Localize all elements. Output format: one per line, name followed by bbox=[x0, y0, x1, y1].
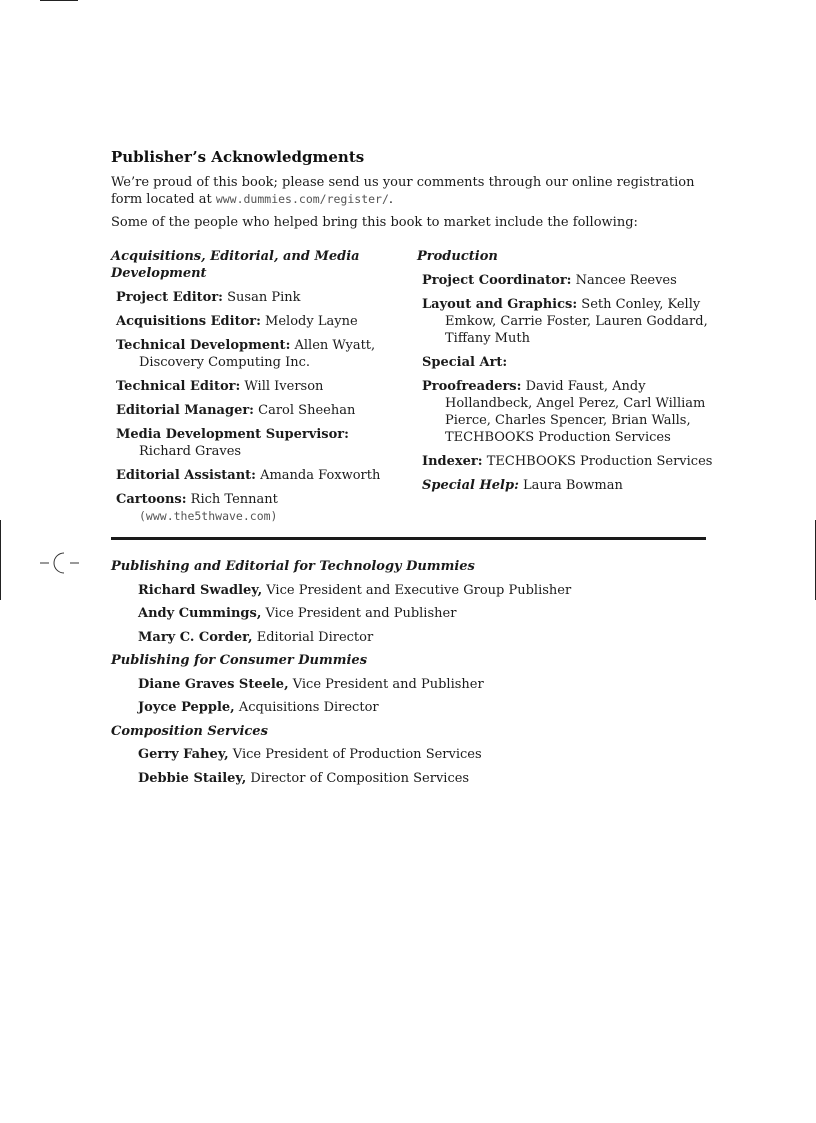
right-credits-column bbox=[417, 248, 717, 501]
staff-name: Joyce Pepple, bbox=[138, 700, 235, 715]
credit-name: Nancee Reeves bbox=[571, 273, 677, 288]
credit-entry bbox=[116, 337, 391, 371]
section-divider bbox=[111, 537, 706, 540]
credit-name: TECHBOOKS Production Services bbox=[482, 454, 713, 469]
cartoon-url[interactable]: (www.the5thwave.com) bbox=[139, 509, 278, 523]
credit-entry bbox=[422, 272, 717, 289]
credit-role-label: Technical Editor: bbox=[116, 379, 241, 394]
staff-entry bbox=[138, 699, 711, 716]
credit-role-label: Editorial Manager: bbox=[116, 403, 254, 418]
credit-entry bbox=[116, 402, 391, 419]
group-title: Composition Services bbox=[111, 723, 268, 739]
registration-mark-icon bbox=[36, 548, 84, 578]
credit-role-label: Special Help: bbox=[422, 478, 519, 493]
credit-role-label: Project Editor: bbox=[116, 290, 223, 305]
credit-entry bbox=[116, 426, 391, 460]
credit-entry bbox=[116, 467, 391, 484]
credit-role-label: Project Coordinator: bbox=[422, 273, 572, 288]
intro-text: We’re proud of this book; please send us your comments through our online registration form located at bbox=[111, 175, 695, 207]
credit-role-label: Special Art: bbox=[422, 355, 508, 370]
credit-name: Will Iverson bbox=[240, 379, 324, 394]
staff-role: Vice President and Publisher bbox=[261, 606, 457, 621]
credit-entry bbox=[422, 296, 717, 347]
credit-name: Laura Bowman bbox=[518, 478, 623, 493]
credit-name: Susan Pink bbox=[222, 290, 301, 305]
credit-role-label: Acquisitions Editor: bbox=[116, 314, 261, 329]
credit-role-label: Layout and Graphics: bbox=[422, 297, 578, 312]
staff-entry bbox=[138, 746, 711, 763]
credit-name: David Faust, Andy Hollandbeck, Angel Perez, Carl William Pierce, Charles Spencer, Brian Walls, TECHBOOKS Production Services bbox=[445, 379, 706, 445]
group-title: Publishing for Consumer Dummies bbox=[111, 653, 368, 668]
credit-entry bbox=[422, 378, 717, 446]
crop-mark-top bbox=[40, 0, 78, 1]
credit-role-label: Cartoons: bbox=[116, 492, 187, 507]
credit-role-label: Technical Development: bbox=[116, 338, 291, 353]
credit-entry bbox=[116, 313, 391, 330]
credit-name: Amanda Foxworth bbox=[255, 468, 381, 483]
section-title-acquisitions: Acquisitions, Editorial, and Media Development bbox=[111, 249, 360, 281]
staff-name: Gerry Fahey, bbox=[138, 747, 229, 762]
credit-name: Rich Tennant bbox=[186, 492, 278, 507]
publishing-groups bbox=[111, 558, 711, 793]
staff-entry bbox=[138, 770, 711, 787]
left-credits-column bbox=[111, 248, 391, 532]
staff-role: Director of Composition Services bbox=[246, 770, 470, 786]
credit-role-label: Editorial Assistant: bbox=[116, 468, 256, 483]
credit-entry bbox=[422, 477, 717, 494]
credit-name: Richard Graves bbox=[139, 444, 242, 459]
intro-paragraph-2: Some of the people who helped bring this book to market include the following: bbox=[111, 215, 638, 230]
page-title: Publisher’s Acknowledgments bbox=[111, 148, 365, 166]
staff-role: Vice President of Production Services bbox=[228, 747, 482, 762]
staff-entry bbox=[138, 582, 711, 599]
credit-entry bbox=[116, 378, 391, 395]
staff-role: Vice President and Executive Group Publisher bbox=[262, 582, 572, 598]
credit-role-label: Media Development Supervisor: bbox=[116, 427, 349, 442]
staff-name: Richard Swadley, bbox=[138, 582, 263, 598]
credit-name: Allen Wyatt, Discovery Computing Inc. bbox=[139, 338, 376, 370]
staff-entry bbox=[138, 629, 711, 646]
credit-name: Melody Layne bbox=[260, 314, 358, 329]
intro-period: . bbox=[388, 192, 394, 207]
staff-role: Acquisitions Director bbox=[234, 700, 379, 715]
staff-role: Vice President and Publisher bbox=[288, 676, 484, 692]
credit-entry bbox=[116, 491, 391, 525]
staff-name: Debbie Stailey, bbox=[138, 770, 247, 786]
credit-role-label: Indexer: bbox=[422, 454, 483, 469]
credit-role-label: Proofreaders: bbox=[422, 379, 522, 394]
registration-url[interactable]: www.dummies.com/register/ bbox=[215, 192, 389, 206]
intro-paragraph bbox=[111, 174, 711, 208]
staff-name: Andy Cummings, bbox=[138, 606, 262, 621]
credit-entry bbox=[422, 354, 717, 371]
staff-name: Mary C. Corder, bbox=[138, 629, 253, 645]
crop-mark-left bbox=[0, 520, 1, 600]
credit-entry bbox=[116, 289, 391, 306]
credit-name: Carol Sheehan bbox=[254, 403, 356, 418]
group-title: Publishing and Editorial for Technology Dummies bbox=[111, 559, 475, 574]
credit-entry bbox=[422, 453, 717, 470]
staff-name: Diane Graves Steele, bbox=[138, 676, 289, 692]
section-title-production: Production bbox=[417, 249, 498, 264]
staff-entry bbox=[138, 676, 711, 693]
credit-name: Seth Conley, Kelly Emkow, Carrie Foster, Lauren Goddard, Tiffany Muth bbox=[445, 297, 708, 346]
staff-role: Editorial Director bbox=[252, 629, 374, 645]
staff-entry bbox=[138, 605, 711, 622]
